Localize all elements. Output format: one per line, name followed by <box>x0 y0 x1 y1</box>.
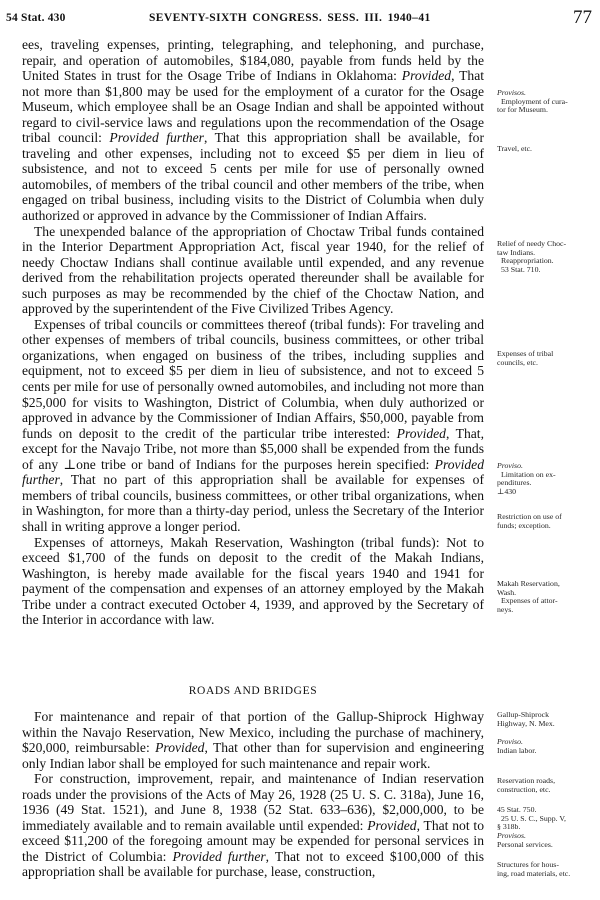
note-line: Restriction on use of <box>497 512 562 521</box>
note-line: Reappropriation. <box>501 256 554 266</box>
note-line: Employment of cura- <box>501 96 568 106</box>
text-run: Expenses of tribal councils or committees thereof (tribal funds): For traveling and other expenses of members of tribal councils, business committees, or other tribal organizations, when engaged on business of the tribes, including supplies and equipment, not to exceed $5 per diem in lieu of subsistence, and not to exceed 5 cents per mile for use of personally owned automobiles, and including not more than $25,000 for visits to Washington, District of Columbia, when duly authorized or approved in advance by the Commissioner of Indian Affairs, $50,000, payable from funds on deposit to the credit of the particular tribe interested: <box>22 316 484 441</box>
congress-session: SEVENTY-SIXTH CONGRESS. SESS. III. 1940–41 <box>149 12 431 24</box>
note-line: neys. <box>497 604 514 614</box>
margin-note-personal-services <box>497 832 597 849</box>
section-heading: ROADS AND BRIDGES <box>188 685 318 697</box>
note-line: Relief of needy Choc- <box>497 239 567 248</box>
note-line: tor for Museum. <box>497 105 548 115</box>
margin-note-tribal-councils <box>497 350 597 367</box>
note-line: Makah Reservation, <box>497 579 560 588</box>
note-line: Proviso. <box>497 461 523 470</box>
note-line: councils, etc. <box>497 357 538 367</box>
note-line: 53 Stat. 710. <box>501 264 541 274</box>
text-run: , That other than for supervision and engineering only Indian labor shall be employed for such maintenance and repair work. <box>22 740 484 771</box>
text-run: , That this appropriation shall be available, for traveling and other expenses, including not to exceed $5 per diem in lieu of subsistence, and not to exceed 5 cents per mile for use of personally owned automobiles, of members of the tribal council and other members of the tribe, when engaged on tribal business, including visits to the District of Columbia when duly authorized or approved in advance by the Commissioner of Indian Affairs. <box>22 130 485 224</box>
text-run: For maintenance and repair of that portion of the Gallup-Shiprock Highway within the Navajo Reservation, New Mexico, including the purchase of machinery, $20,000, reimbursable: <box>22 709 484 756</box>
note-line: Reservation roads, <box>497 776 556 785</box>
note-line: construction, etc. <box>497 784 551 794</box>
note-line: Provisos. <box>497 831 526 840</box>
note-line: Indian labor. <box>497 745 537 755</box>
margin-note-statute-citations <box>497 806 597 832</box>
margin-note-restriction <box>497 513 597 530</box>
note-line: 45 Stat. 750. <box>497 805 537 814</box>
margin-note-structures <box>497 861 597 878</box>
margin-note-travel <box>497 145 597 154</box>
text-run: For construction, improvement, repair, and maintenance of Indian reservation roads under the provisions of the Acts of May 26, 1928 (25 U. S. C. 318a), June 16, 1936 (49 Stat. 1521), and June 8, 1938 (52 Stat. 633–636), $2,000,000, to be immediately available and to remain available until expended: <box>22 771 484 833</box>
text-run: , That not to exceed $11,200 of the foregoing amount may be expended for personal services in the District of Columbia: <box>22 817 485 864</box>
text-run: , That not to exceed $100,000 of this appropriation shall be available for purchase, lease, construction, <box>22 848 485 880</box>
note-line: Travel, etc. <box>497 144 533 153</box>
proviso-term: Provided <box>396 425 446 441</box>
margin-note-curator <box>497 89 597 115</box>
note-line: Limitation on ex- <box>501 469 556 479</box>
margin-note-reservation-roads <box>497 777 597 794</box>
paragraph-gallup-shiprock <box>22 709 484 771</box>
page-number: 77 <box>573 7 592 28</box>
proviso-term: Provided <box>401 68 452 84</box>
note-line: 25 U. S. C., Supp. V, <box>501 813 566 823</box>
proviso-term: Provided <box>367 817 417 833</box>
note-line: ⊥430 <box>497 486 517 496</box>
note-line: Expenses of tribal <box>497 349 554 358</box>
note-line: Provisos. <box>497 88 526 97</box>
paragraph-reservation-roads <box>22 771 484 880</box>
body-text-lower <box>22 709 484 880</box>
proviso-term: Provided further <box>172 848 266 864</box>
note-line: Wash. <box>497 587 517 597</box>
margin-note-indian-labor <box>497 738 597 755</box>
note-line: § 318b. <box>497 822 521 832</box>
margin-note-makah <box>497 580 597 614</box>
text-run: ees, traveling expenses, printing, telegraphing, and telephoning, and purchase, repair, and operation of automobiles, $184,080, payable from funds held by the United States in trust for the Osage Tribe of Indians in Oklahoma: <box>22 37 484 84</box>
note-line: funds; exception. <box>497 520 551 530</box>
margin-note-gallup-shiprock <box>497 711 597 728</box>
body-text-upper <box>22 37 484 628</box>
note-line: Structures for hous- <box>497 860 559 869</box>
proviso-term: Provided further <box>109 130 204 146</box>
proviso-term: Provided <box>155 740 205 756</box>
note-line: Personal services. <box>497 839 553 849</box>
running-header <box>6 8 594 32</box>
paragraph-osage <box>22 37 484 224</box>
note-line: taw Indians. <box>497 247 536 257</box>
note-line: Gallup-Shiprock <box>497 710 549 719</box>
note-line: penditures. <box>497 478 532 488</box>
statute-reference: 54 Stat. 430 <box>6 12 66 24</box>
paragraph-choctaw: The unexpended balance of the appropriation of Choctaw Tribal funds contained in the Interior Department Appropriation Act, fiscal year 1940, for the relief of needy Choctaw Indians shall continue available until expended, and any revenue derived from the rehabilitation projects operated thereunder shall be available for such purposes as may be recommended by the chief of the Choctaw Nation, and approved by the superintendent of the Five Civilized Tribes Agency. <box>22 223 484 317</box>
paragraph-makah: Expenses of attorneys, Makah Reservation, Washington (tribal funds): Not to exceed $1,700 of the funds on deposit to the credit of the Makah Indians, Washington, is hereby made available for the fiscal years 1940 and 1941 for payment of the compensation and expenses of an attorney employed by the Makah Tribe under a contract executed October 4, 1939, and approved by the Secretary of the Interior in accordance with law. <box>22 534 484 628</box>
margin-note-choctaw-relief <box>497 240 597 274</box>
note-line: ing, road materials, etc. <box>497 868 571 878</box>
text-run: , That, except for the Navajo Tribe, not more than $5,000 shall be expended from the funds of any ⊥one tribe or band of Indians for the purposes herein specified: <box>22 425 484 472</box>
paragraph-tribal-councils <box>22 317 484 535</box>
proviso-term: Provided further <box>22 456 484 488</box>
text-run: , That no part of this appropriation shall be available for expenses of members of tribal councils, business committees, or other tribal organizations, when in Washington, for more than a thirty-day period, unless the Secretary of the Interior shall in writing approve a longer period. <box>22 472 484 534</box>
note-line: Highway, N. Mex. <box>497 718 555 728</box>
note-line: Expenses of attor- <box>501 596 558 606</box>
text-run: , That not more than $1,800 may be used for the employment of a curator for the Osage Museum, which employee shall be an Osage Indian and shall be appointed without regard to civil-service laws and regulations upon the recommendation of the Osage tribal council: <box>22 68 484 146</box>
margin-note-limitation <box>497 462 597 496</box>
note-line: Proviso. <box>497 737 523 746</box>
